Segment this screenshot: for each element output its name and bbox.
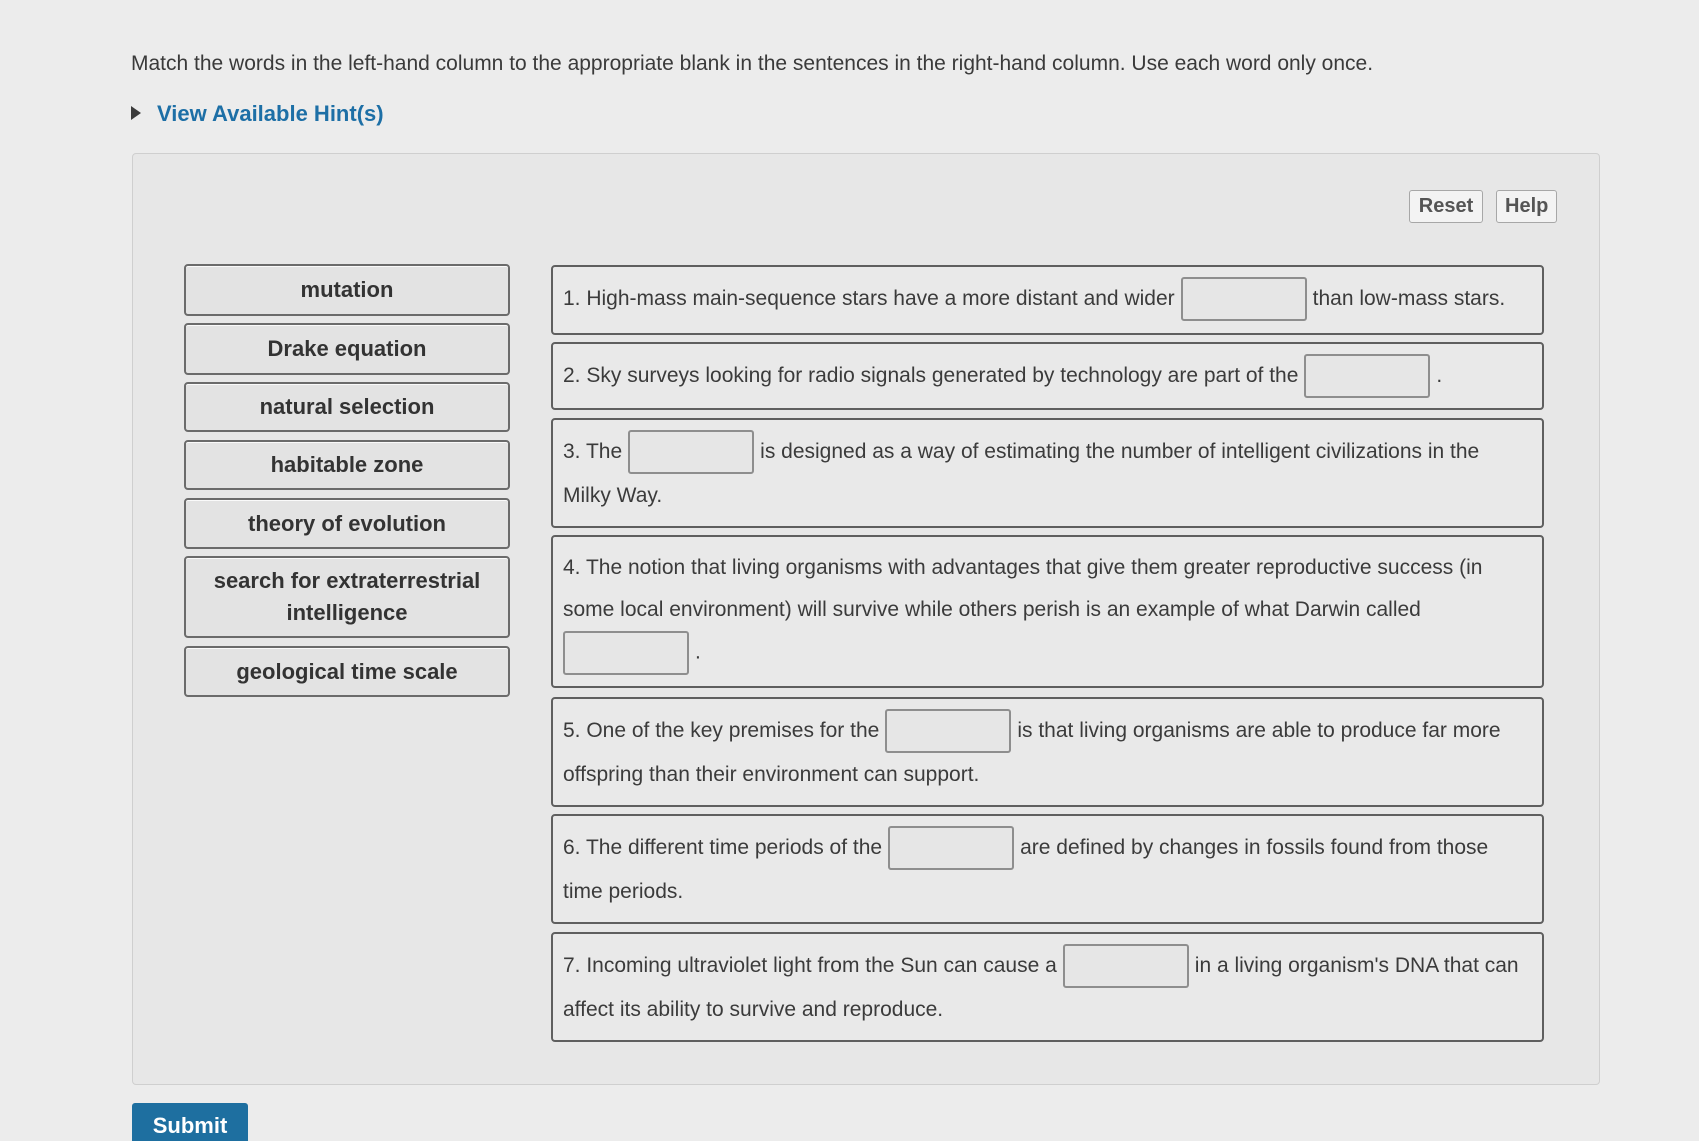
sentence-5-before: 5. One of the key premises for the <box>563 719 880 742</box>
triangle-right-icon <box>131 106 141 120</box>
sentence-2 <box>551 342 1544 410</box>
sentence-3-after: is designed as a way of estimating the number of intelligent civilizations in the Milky Way. <box>563 440 1480 508</box>
sentence-6 <box>551 814 1544 924</box>
instructions-text: Match the words in the left-hand column to the appropriate blank in the sentences in the right-hand column. Use each word only once. <box>131 52 1374 75</box>
drop-blank-6[interactable] <box>888 826 1014 870</box>
sentence-1 <box>551 265 1544 335</box>
sentence-1-before: 1. High-mass main-sequence stars have a more distant and wider <box>563 287 1175 310</box>
word-geological-time-scale[interactable]: geological time scale <box>184 646 510 697</box>
sentence-7-after: in a living organism's DNA that can affect its ability to survive and reproduce. <box>563 954 1519 1022</box>
word-habitable-zone[interactable]: habitable zone <box>184 440 510 490</box>
submit-button[interactable]: Submit <box>132 1103 248 1141</box>
sentence-5 <box>551 697 1544 807</box>
sentence-2-after: . <box>1436 364 1443 387</box>
drop-blank-4[interactable] <box>563 631 689 675</box>
view-hints-toggle[interactable] <box>131 101 384 127</box>
sentence-4-after: . <box>695 640 701 664</box>
drop-blank-5[interactable] <box>885 709 1011 753</box>
sentence-6-after: are defined by changes in fossils found from those time periods. <box>563 836 1489 904</box>
drop-blank-1[interactable] <box>1181 277 1307 321</box>
help-button[interactable]: Help <box>1496 190 1557 223</box>
word-seti[interactable]: search for extraterrestrial intelligence <box>184 556 510 638</box>
word-mutation[interactable]: mutation <box>184 264 510 316</box>
sentence-2-before: 2. Sky surveys looking for radio signals generated by technology are part of the <box>563 364 1299 387</box>
drop-blank-3[interactable] <box>628 430 754 474</box>
reset-button[interactable]: Reset <box>1409 190 1483 223</box>
sentence-1-after: than low-mass stars. <box>1312 287 1506 310</box>
drop-blank-7[interactable] <box>1063 944 1189 988</box>
view-hints-label: View Available Hint(s) <box>157 101 384 126</box>
sentence-4 <box>551 535 1544 688</box>
sentence-5-after: is that living organisms are able to produce far more offspring than their environment can support. <box>563 719 1501 787</box>
word-natural-selection[interactable]: natural selection <box>184 382 510 432</box>
sentence-3 <box>551 418 1544 528</box>
word-theory-of-evolution[interactable]: theory of evolution <box>184 498 510 549</box>
sentence-3-before: 3. The <box>563 440 623 463</box>
sentence-6-before: 6. The different time periods of the <box>563 836 883 859</box>
sentence-7 <box>551 932 1544 1042</box>
sentence-4-before: 4. The notion that living organisms with advantages that give them greater reproductive success (in some local environment) will survive while others perish is an example of what Darwin called <box>563 556 1483 621</box>
sentence-7-before: 7. Incoming ultraviolet light from the Sun can cause a <box>563 954 1057 977</box>
word-drake-equation[interactable]: Drake equation <box>184 323 510 375</box>
drop-blank-2[interactable] <box>1304 354 1430 398</box>
